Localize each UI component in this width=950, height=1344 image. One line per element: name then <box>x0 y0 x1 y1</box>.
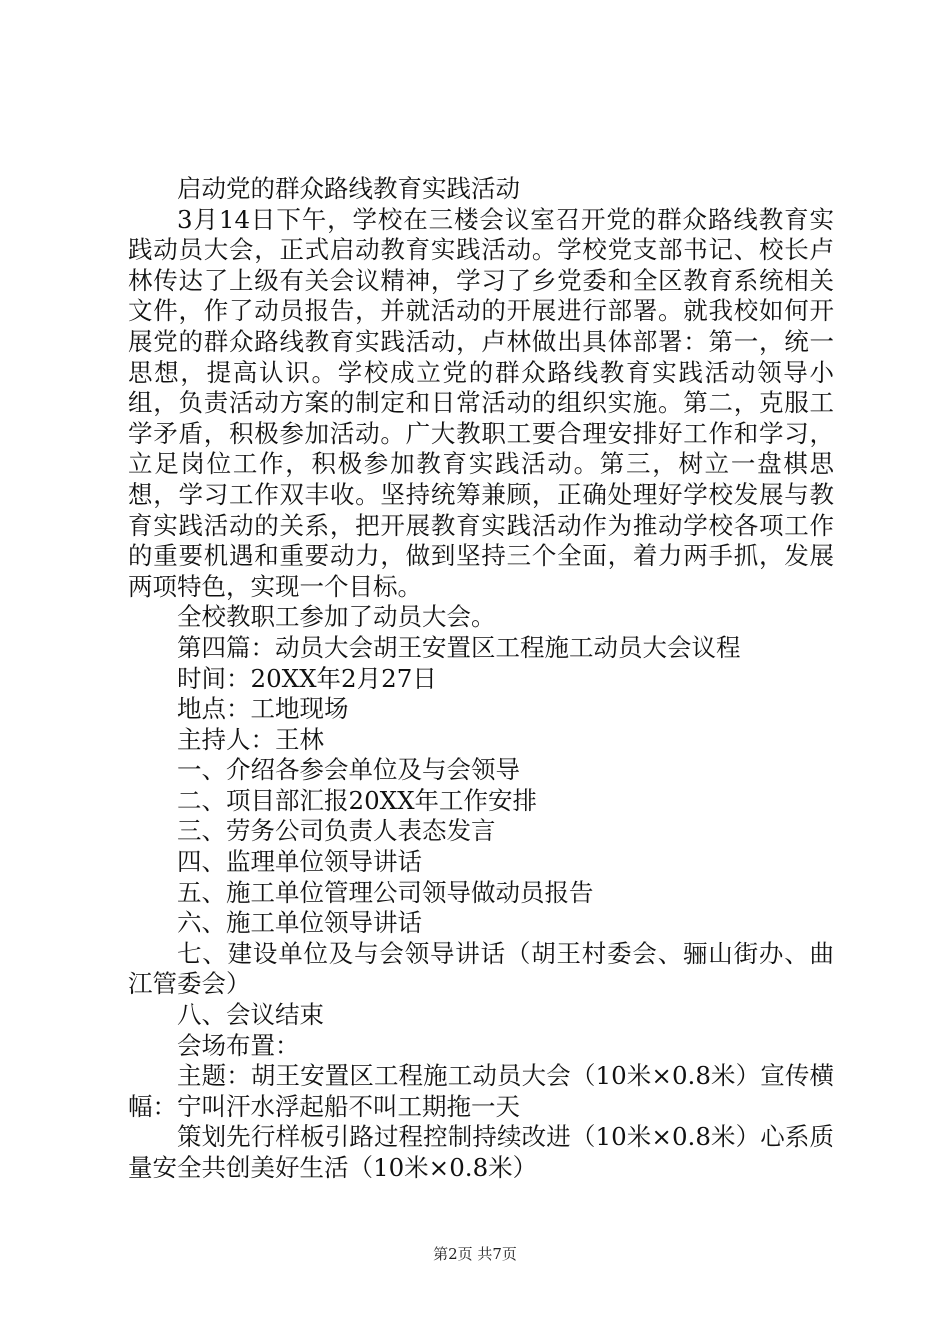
agenda-item: 七、建设单位及与会领导讲话（胡王村委会、骊山街办、曲江管委会） <box>128 938 834 999</box>
paragraph-attendance: 全校教职工参加了动员大会。 <box>177 602 496 632</box>
paragraph-location: 地点：工地现场 <box>177 694 349 724</box>
paragraph-theme-banner: 主题：胡王安置区工程施工动员大会（10米×0.8米）宣传横幅：宁叫汗水浮起船不叫工期拖一天 <box>128 1061 834 1121</box>
paragraph-time: 时间：20XX年2月27日 <box>177 663 437 693</box>
paragraph-body: 3月14日下午，学校在三楼会议室召开党的群众路线教育实践动员大会，正式启动教育实践活动。学校党支部书记、校长卢林传达了上级有关会议精神，学习了乡党委和全区教育系统相关文件，作了动员报告，并就活动的开展进行部署。就我校如何开展党的群众路线教育实践活动，卢林做出具体部署：第一，统一思想，提高认识。学校成立党的群众路线教育实践活动领导小组，负责活动方案的制定和日常活动的组织实施。第二，克服工学矛盾，积极参加活动。广大教职工要合理安排好工作和学习，立足岗位工作，积极参加教育实践活动。第三，树立一盘棋思想，学习工作双丰收。坚持统筹兼顾，正确处理好学校发展与教育实践活动的关系，把开展教育实践活动作为推动学校各项工作的重要机遇和重要动力，做到坚持三个全面，着力两手抓，发展两项特色，实现一个目标。 <box>128 204 834 601</box>
agenda-item: 四、监理单位领导讲话 <box>177 847 422 877</box>
paragraph-title: 启动党的群众路线教育实践活动 <box>177 174 520 203</box>
agenda-item: 一、介绍各参会单位及与会领导 <box>177 755 520 785</box>
paragraph-venue-layout: 会场布置： <box>177 1030 300 1060</box>
paragraph-host: 主持人：王林 <box>177 724 324 754</box>
paragraph-slogans: 策划先行样板引路过程控制持续改进（10米×0.8米）心系质量安全共创美好生活（10米×0.8米） <box>128 1122 834 1182</box>
document-body <box>128 174 834 1184</box>
paragraph-section-heading: 第四篇：动员大会胡王安置区工程施工动员大会议程 <box>177 632 741 662</box>
agenda-item: 三、劳务公司负责人表态发言 <box>177 816 496 846</box>
page-number-footer: 第2页 共7页 <box>433 1245 517 1263</box>
agenda-item: 八、会议结束 <box>177 1000 324 1030</box>
agenda-item: 六、施工单位领导讲话 <box>177 908 422 938</box>
agenda-item: 五、施工单位管理公司领导做动员报告 <box>177 877 594 907</box>
agenda-item: 二、项目部汇报20XX年工作安排 <box>177 785 538 815</box>
